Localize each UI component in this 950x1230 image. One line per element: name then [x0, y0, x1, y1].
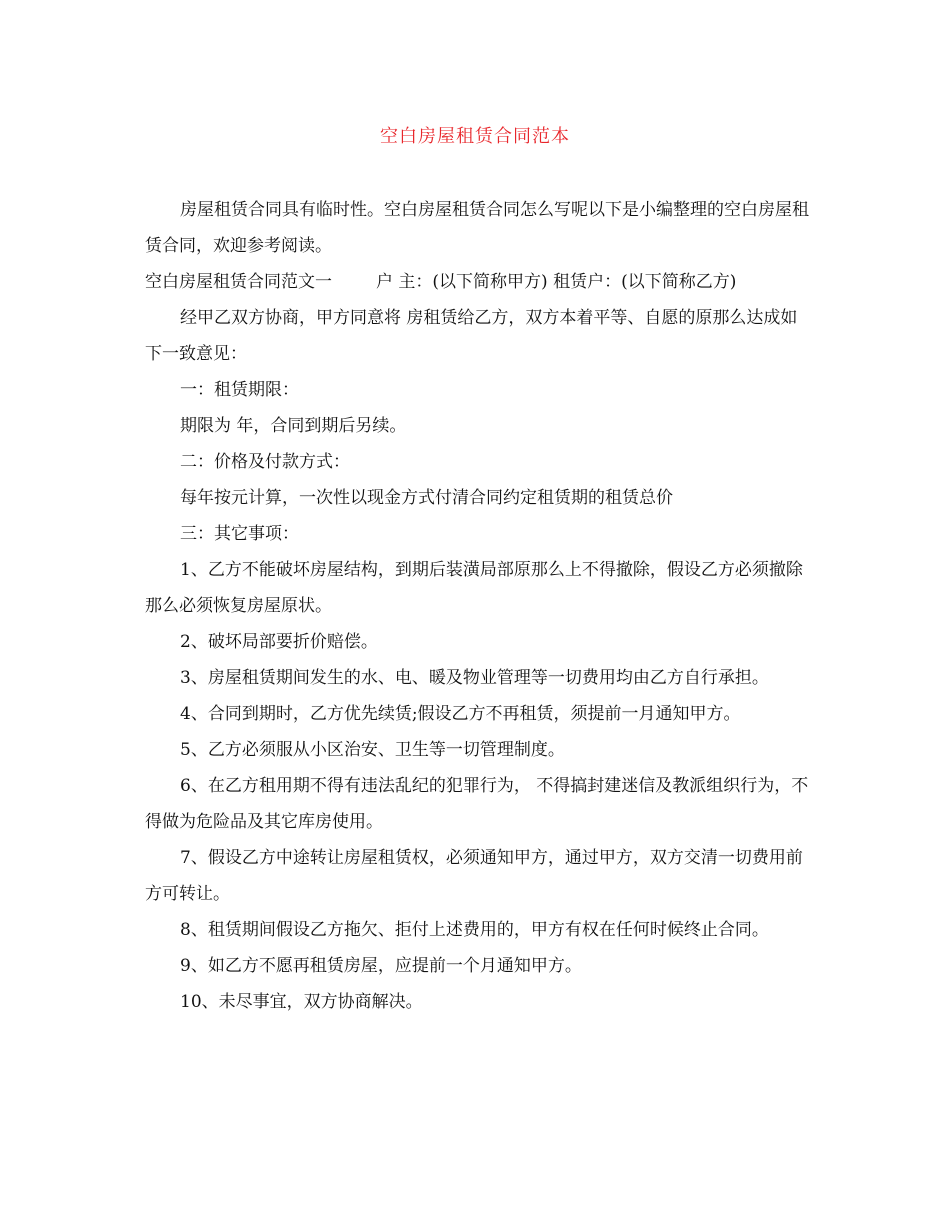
sample-label: 空白房屋租赁合同范文一: [145, 272, 332, 292]
clause: 1、乙方不能破坏房屋结构，到期后装潢局部原那么上不得撤除，假设乙方必须撤除那么必须恢复房屋原状。: [145, 560, 803, 616]
clause: 4、合同到期时，乙方优先续赁;假设乙方不再租赁，须提前一月通知甲方。: [180, 704, 741, 724]
clause: 10、未尽事宜，双方协商解决。: [180, 992, 423, 1012]
clause: 7、假设乙方中途转让房屋租赁权，必须通知甲方，通过甲方，双方交清一切费用前方可转让。: [145, 848, 803, 904]
intro-paragraph: 房屋租赁合同具有临时性。空白房屋租赁合同怎么写呢以下是小编整理的空白房屋租赁合同，欢迎参考阅读。: [145, 200, 809, 256]
document-body: [145, 192, 810, 1020]
document-title: 空白房屋租赁合同范本: [380, 126, 570, 147]
clause: 9、如乙方不愿再租赁房屋，应提前一个月通知甲方。: [180, 956, 582, 976]
section-heading: 一：租赁期限：: [180, 380, 299, 400]
clause: 6、在乙方租用期不得有违法乱纪的犯罪行为， 不得搞封建迷信及教派组织行为，不得做为危险品及其它库房使用。: [145, 776, 809, 832]
paragraph: 每年按元计算，一次性以现金方式付清合同约定租赁期的租赁总价: [180, 488, 673, 508]
paragraph: 经甲乙双方协商，甲方同意将 房租赁给乙方，双方本着平等、自愿的原那么达成如下一致意见：: [145, 308, 798, 364]
clause: 8、租赁期间假设乙方拖欠、拒付上述费用的，甲方有权在任何时候终止合同。: [180, 920, 769, 940]
section-heading: 二：价格及付款方式：: [180, 452, 350, 472]
clause: 3、房屋租赁期间发生的水、电、暖及物业管理等一切费用均由乙方自行承担。: [180, 668, 769, 688]
parties-line: 户 主：(以下简称甲方) 租赁户：(以下简称乙方): [376, 272, 737, 292]
clause: 2、破坏局部要折价赔偿。: [180, 632, 378, 652]
paragraph: 期限为 年，合同到期后另续。: [180, 416, 407, 436]
section-heading: 三：其它事项：: [180, 524, 299, 544]
sample-heading-line: [145, 264, 810, 300]
clause: 5、乙方必须服从小区治安、卫生等一切管理制度。: [180, 740, 565, 760]
